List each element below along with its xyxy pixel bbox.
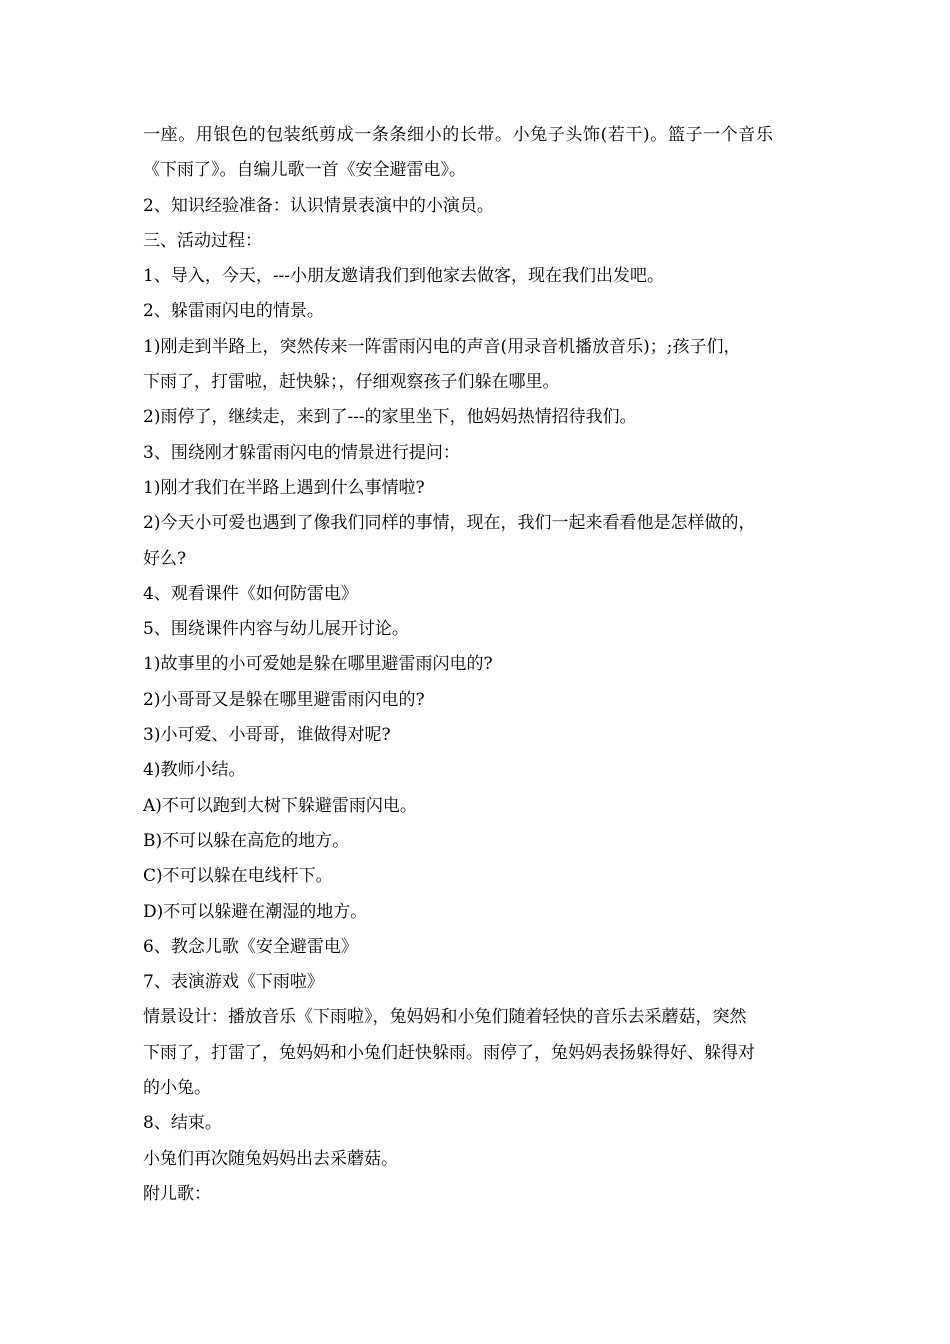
text-line: 1、导入，今天，---小朋友邀请我们到他家去做客，现在我们出发吧。 bbox=[143, 266, 665, 287]
text-line: 8、结束。 bbox=[143, 1113, 222, 1134]
text-line: 小兔们再次随兔妈妈出去采蘑菇。 bbox=[143, 1148, 398, 1169]
text-line: 4、观看课件《如何防雷电》 bbox=[143, 583, 358, 604]
text-line: 的小兔。 bbox=[143, 1078, 211, 1099]
section-heading: 三、活动过程： bbox=[143, 230, 262, 251]
text-line: 情景设计：播放音乐《下雨啦》，兔妈妈和小兔们随着轻快的音乐去采蘑菇，突然 bbox=[143, 1007, 747, 1028]
text-line: 1)故事里的小可爱她是躲在哪里避雷雨闪电的? bbox=[143, 654, 493, 675]
text-line: 6、教念儿歌《安全避雷电》 bbox=[143, 936, 358, 957]
list-item: A)不可以跑到大树下躲避雷雨闪电。 bbox=[143, 795, 417, 816]
text-line: 7、表演游戏《下雨啦》 bbox=[143, 972, 324, 993]
text-line: 一座。用银色的包装纸剪成一条条细小的长带。小兔子头饰(若干)。篮子一个音乐 bbox=[143, 125, 774, 145]
list-item: D)不可以躲避在潮湿的地方。 bbox=[143, 901, 368, 922]
text-line: 2、知识经验准备：认识情景表演中的小演员。 bbox=[143, 195, 494, 216]
text-line: 下雨了，打雷了，兔妈妈和小兔们赶快躲雨。雨停了，兔妈妈表扬躲得好、躲得对 bbox=[143, 1042, 755, 1063]
text-line: 《下雨了》。自编儿歌一首《安全避雷电》。 bbox=[143, 160, 466, 181]
text-line: 好么? bbox=[143, 548, 187, 569]
text-line: 1)刚走到半路上，突然传来一阵雷雨闪电的声音(用录音机播放音乐)；;孩子们， bbox=[143, 336, 741, 357]
text-line: 1)刚才我们在半路上遇到什么事情啦? bbox=[143, 477, 425, 498]
document-body bbox=[143, 118, 811, 1212]
text-line: 5、围绕课件内容与幼儿展开讨论。 bbox=[143, 619, 409, 640]
list-item: B)不可以躲在高危的地方。 bbox=[143, 830, 350, 851]
text-line: 3、围绕刚才躲雷雨闪电的情景进行提问： bbox=[143, 442, 460, 463]
list-item: C)不可以躲在电线杆下。 bbox=[143, 866, 333, 887]
text-line: 2)今天小可爱也遇到了像我们同样的事情，现在，我们一起来看看他是怎样做的， bbox=[143, 513, 756, 534]
text-line: 2、躲雷雨闪电的情景。 bbox=[143, 301, 324, 322]
text-line: 附儿歌： bbox=[143, 1183, 211, 1204]
text-line: 2)小哥哥又是躲在哪里避雷雨闪电的? bbox=[143, 689, 425, 710]
text-line: 3)小可爱、小哥哥，谁做得对呢? bbox=[143, 725, 391, 746]
text-line: 下雨了，打雷啦，赶快躲；，仔细观察孩子们躲在哪里。 bbox=[143, 372, 560, 393]
text-line: 4)教师小结。 bbox=[143, 760, 246, 781]
text-line: 2)雨停了，继续走，来到了---的家里坐下，他妈妈热情招待我们。 bbox=[143, 407, 637, 428]
